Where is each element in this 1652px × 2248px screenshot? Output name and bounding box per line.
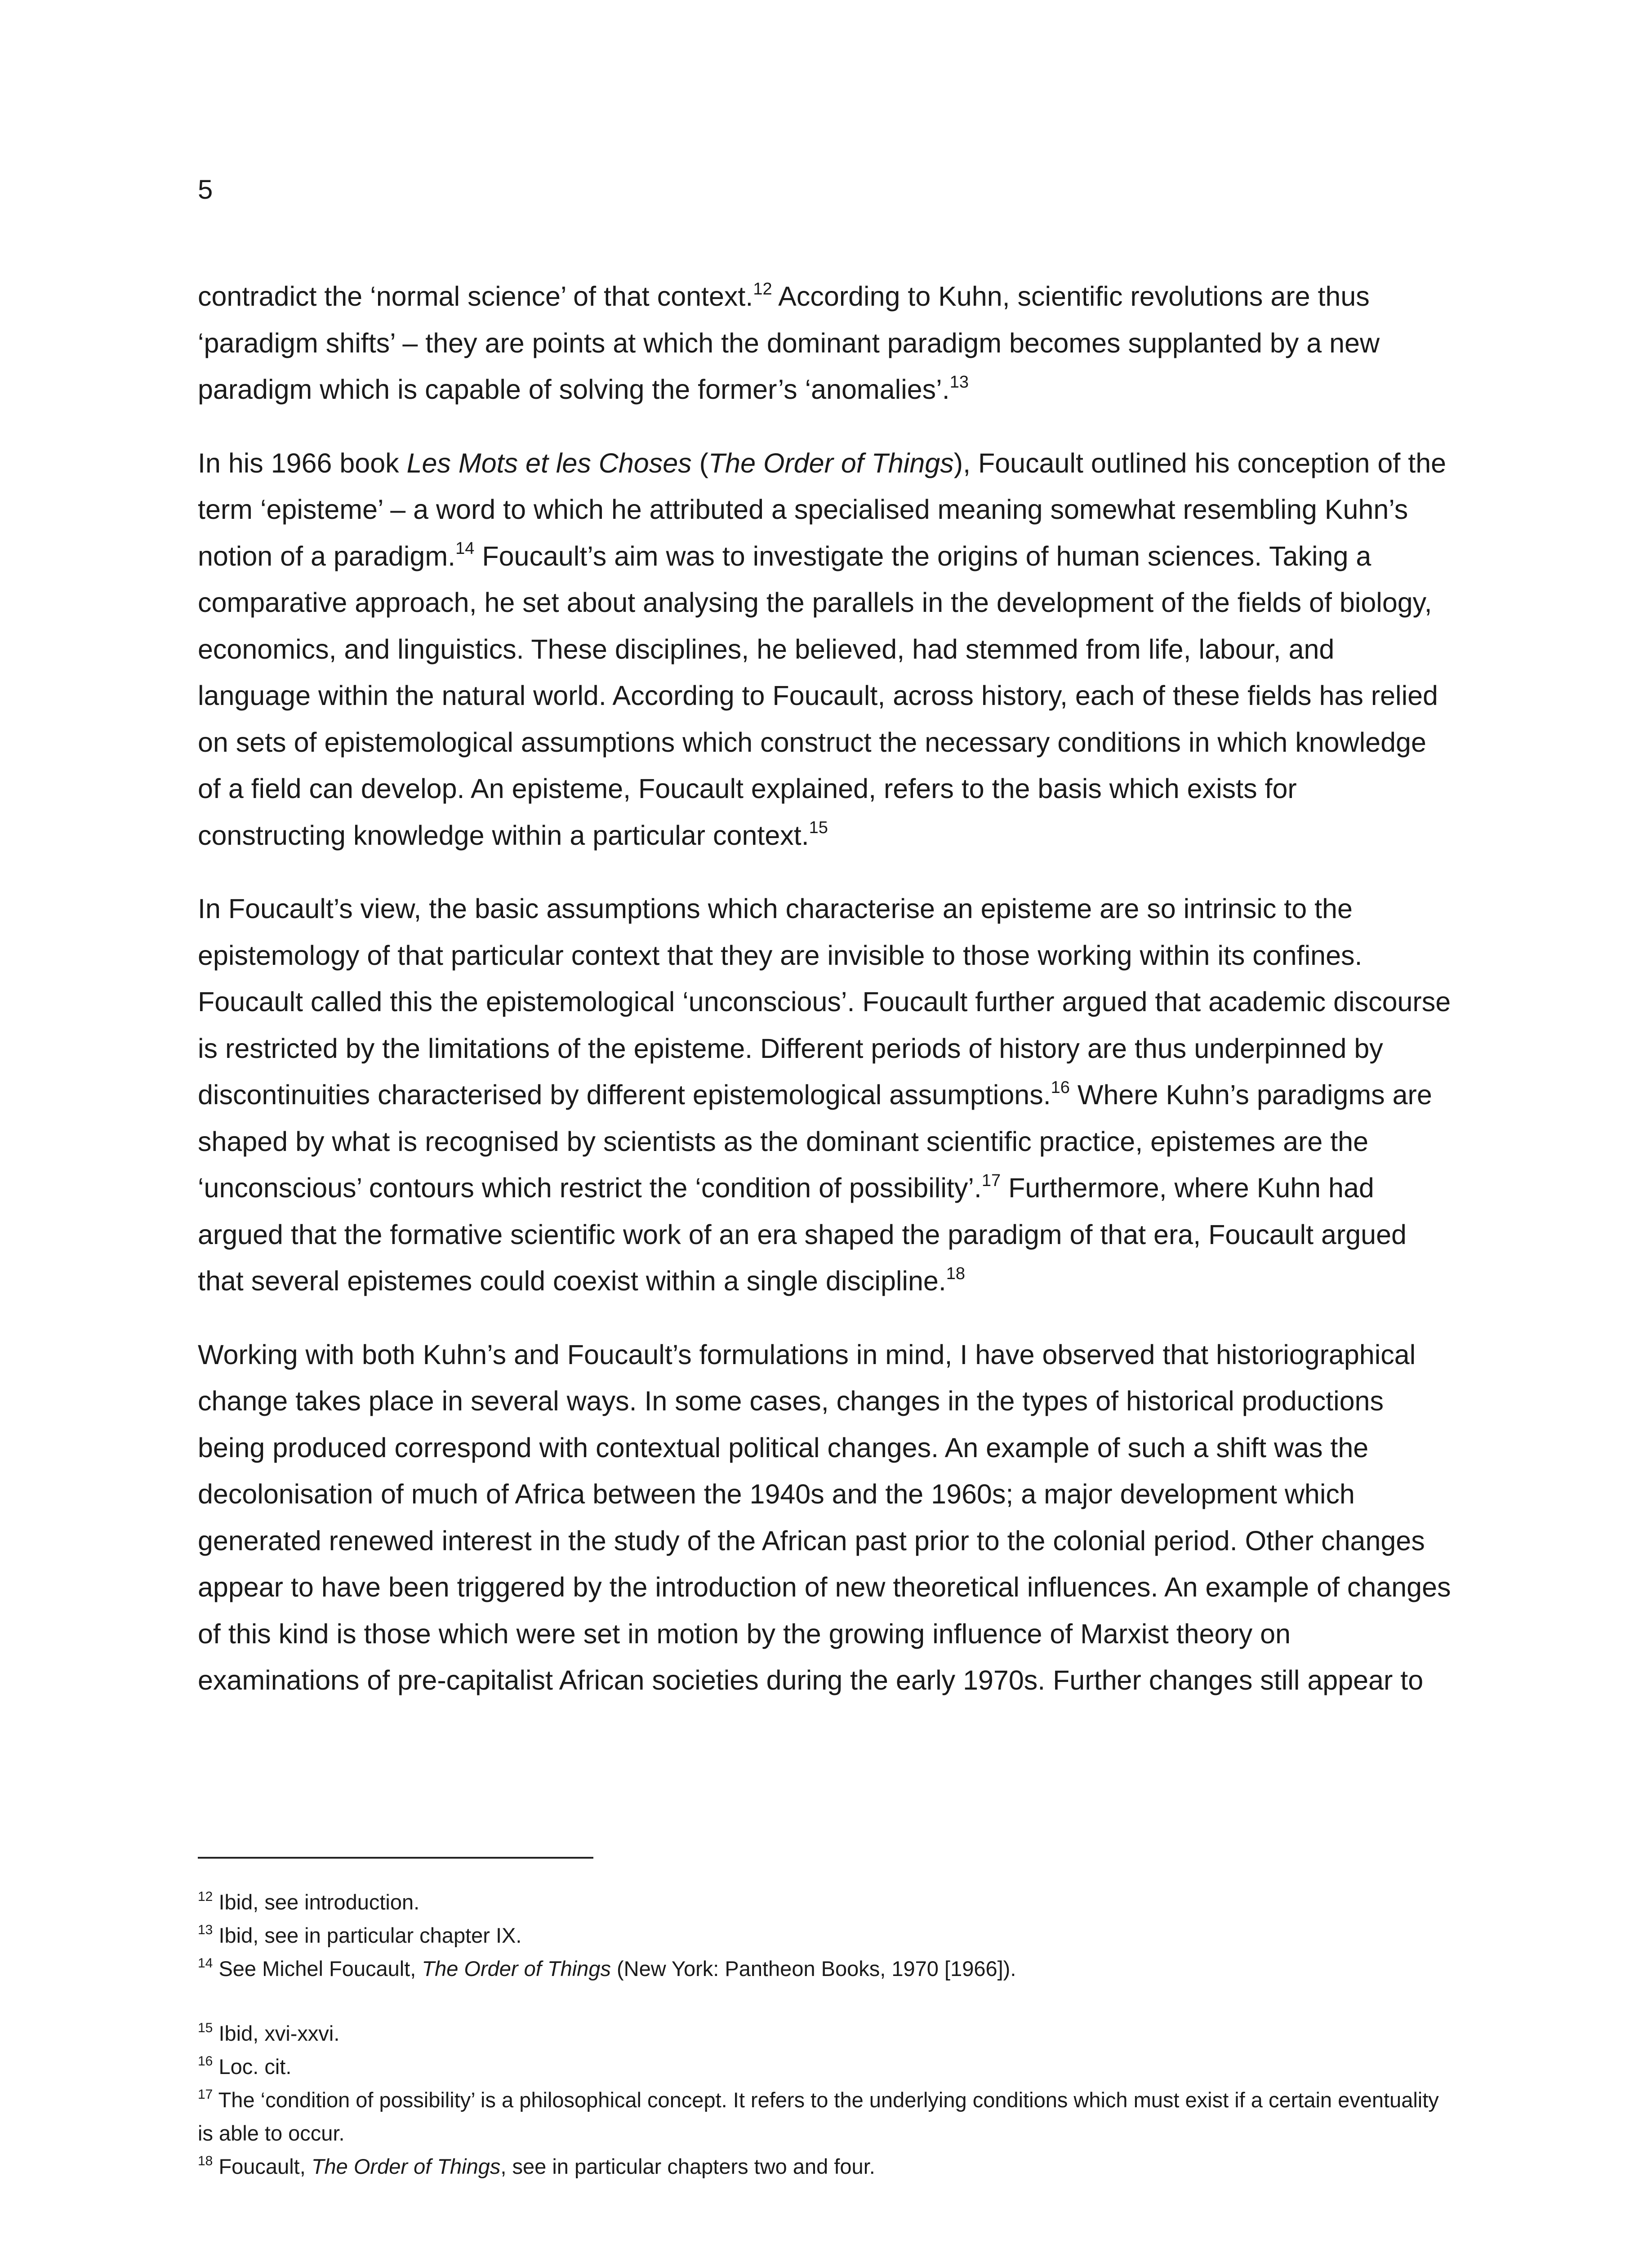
footnote-number: 15 bbox=[198, 2021, 213, 2036]
footnote bbox=[198, 1952, 1452, 1985]
footnote bbox=[198, 2083, 1452, 2150]
text-run: Furthermore, where Kuhn had argued that the formative scientific work of an era shaped the paradigm of that era, Foucault argued that several epistemes could coexist within a single discipline. bbox=[198, 1173, 1407, 1296]
text-run: Foucault’s aim was to investigate the origins of human sciences. Taking a comparative approach, he set about analysing the parallels in the development of the fields of biology, economics, and linguistics. These disciplines, he believed, had stemmed from life, labour, and language within the natural world. According to Foucault, across history, each of these fields has relied on sets of epistemological assumptions which construct the necessary conditions in which knowledge of a field can develop. An episteme, Foucault explained, refers to the basis which exists for constructing knowledge within a particular context. bbox=[198, 540, 1438, 851]
text-run: ( bbox=[691, 447, 708, 478]
footnote-ref: 18 bbox=[946, 1264, 966, 1283]
footnote-list bbox=[198, 1886, 1452, 2183]
footnote-ref: 17 bbox=[981, 1171, 1001, 1190]
footnote bbox=[198, 2017, 1452, 2050]
footnote-gap bbox=[198, 1985, 1452, 2017]
text-run: ), Foucault outlined his conception of the term ‘episteme’ – a word to which he attributed a specialised meaning somewhat resembling Kuhn’s notion of a paradigm. bbox=[198, 447, 1447, 571]
footnote-number: 14 bbox=[198, 1956, 213, 1971]
text-run: In his 1966 book bbox=[198, 447, 407, 478]
footnote-number: 17 bbox=[198, 2087, 213, 2102]
page-number: 5 bbox=[198, 174, 213, 205]
text-run: contradict the ‘normal science’ of that context. bbox=[198, 281, 753, 312]
text-run: Working with both Kuhn’s and Foucault’s formulations in mind, I have observed that historiographical change takes place in several ways. In some cases, changes in the types of historical productions being produced correspond with contextual political changes. An example of such a shift was the decolonisation of much of Africa between the 1940s and the 1960s; a major development which generated renewed interest in the study of the African past prior to the colonial period. Other changes appear to have been triggered by the introduction of new theoretical influences. An example of changes of this kind is those which were set in motion by the growing influence of Marxist theory on examinations of pre-capitalist African societies during the early 1970s. Further changes still appear to bbox=[198, 1339, 1451, 1695]
footnote-ref: 12 bbox=[753, 279, 772, 299]
text-run: Where Kuhn’s paradigms are shaped by what is recognised by scientists as the dominant scientific practice, epistemes are the ‘unconscious’ contours which restrict the ‘condition of possibility’. bbox=[198, 1079, 1432, 1203]
text-run: (New York: Pantheon Books, 1970 [1966]). bbox=[610, 1957, 1016, 1980]
text-run: Loc. cit. bbox=[218, 2055, 292, 2079]
body-text bbox=[198, 273, 1452, 1731]
footnote bbox=[198, 1886, 1452, 1919]
footnote-separator bbox=[198, 1857, 593, 1859]
footnote bbox=[198, 1919, 1452, 1952]
text-run: Ibid, see introduction. bbox=[218, 1890, 420, 1914]
footnote-number: 13 bbox=[198, 1922, 213, 1938]
text-run: In Foucault’s view, the basic assumptions which characterise an episteme are so intrinsic to the epistemology of that particular context that they are invisible to those working within its confines. Foucault called this the epistemological ‘unconscious’. Foucault further argued that academic discourse is restricted by the limitations of the episteme. Different periods of history are thus underpinned by discontinuities characterised by different epistemological assumptions. bbox=[198, 893, 1451, 1110]
italic-title: The Order of Things bbox=[708, 447, 954, 478]
footnote-ref: 15 bbox=[809, 818, 828, 838]
italic-title: Les Mots et les Choses bbox=[406, 447, 692, 478]
footnote bbox=[198, 2150, 1452, 2183]
footnote-number: 16 bbox=[198, 2054, 213, 2069]
text-run: Ibid, see in particular chapter IX. bbox=[218, 1923, 522, 1947]
paragraph bbox=[198, 1332, 1452, 1704]
footnote bbox=[198, 2050, 1452, 2083]
footnote-number: 12 bbox=[198, 1889, 213, 1905]
text-run: Foucault, bbox=[218, 2154, 312, 2178]
footnote-number: 18 bbox=[198, 2154, 213, 2169]
text-run: See Michel Foucault, bbox=[218, 1957, 422, 1980]
footnote-ref: 14 bbox=[455, 539, 475, 558]
italic-title: The Order of Things bbox=[311, 2154, 501, 2178]
footnote-ref: 13 bbox=[949, 372, 969, 392]
paragraph bbox=[198, 273, 1452, 413]
text-run: , see in particular chapters two and four. bbox=[500, 2154, 875, 2178]
paragraph bbox=[198, 440, 1452, 859]
text-run: Ibid, xvi-xxvi. bbox=[218, 2021, 340, 2045]
italic-title: The Order of Things bbox=[422, 1957, 611, 1980]
footnote-ref: 16 bbox=[1051, 1078, 1070, 1097]
footnotes bbox=[198, 1857, 1452, 2183]
paragraph bbox=[198, 886, 1452, 1305]
text-run: According to Kuhn, scientific revolutions are thus ‘paradigm shifts’ – they are points at which the dominant paradigm becomes supplanted by a new paradigm which is capable of solving the former’s ‘anomalies’. bbox=[198, 281, 1380, 405]
text-run: The ‘condition of possibility’ is a philosophical concept. It refers to the underlying conditions which must exist if a certain eventuality is able to occur. bbox=[198, 2088, 1439, 2145]
